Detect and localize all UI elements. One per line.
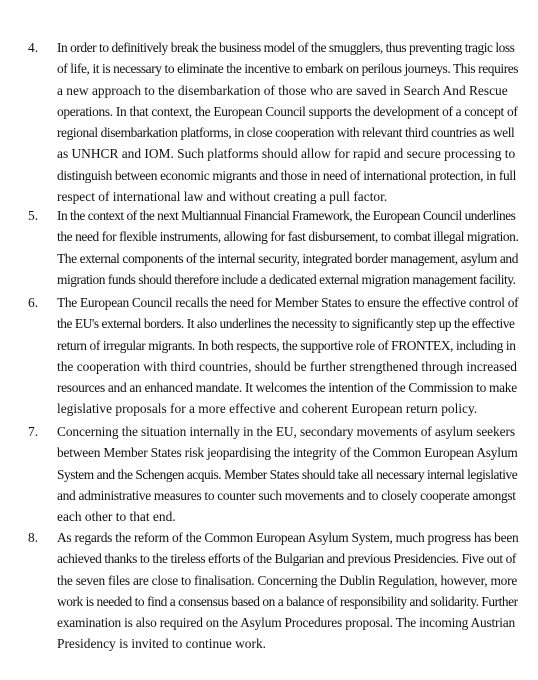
text-line: The European Council recalls the need for Member States to ensure the effective control of [57,295,519,310]
text-line: and administrative measures to counter such movements and to closely cooperate amongst [57,487,516,503]
text-line: The external components of the internal security, integrated border management, asylum and [57,250,519,266]
text-line: of life, it is necessary to eliminate the incentive to embark on perilous journeys. This requires [57,61,519,77]
text-line: return of irregular migrants. In both respects, the supportive role of FRONTEX, including in [57,337,516,353]
paragraph-number: 4. [28,40,39,55]
paragraph-number: 7. [28,424,39,439]
text-line: distinguish between economic migrants and those in need of international protection, in full [57,167,517,183]
text-line: Presidency is invited to continue work. [57,636,267,652]
text-line: resources and an enhanced mandate. It welcomes the intention of the Commission to make [57,380,517,396]
text-line: regional disembarkation platforms, in close cooperation with relevant third countries as well [57,125,515,141]
text-line: work is needed to find a consensus based on a balance of responsibility and solidarity. Further [57,593,518,609]
paragraph-text [57,527,519,655]
paragraph-number: 5. [28,208,39,223]
text-line: the seven files are close to finalisation. Concerning the Dublin Regulation, however, more [57,572,518,588]
text-line: the need for flexible instruments, allowing for fast disbursement, to combat illegal migration. [57,229,519,245]
paragraph-text [57,292,519,420]
text-line: examination is also required on the Asylum Procedures proposal. The incoming Austrian [57,615,516,631]
paragraph-text [57,205,519,290]
paragraph-number: 6. [28,295,39,310]
text-line: as UNHCR and IOM. Such platforms should allow for rapid and secure processing to [57,146,516,162]
text-line: operations. In that context, the European Council supports the development of a concept of [57,103,518,119]
text-line: legislative proposals for a more effective and coherent European return policy. [57,401,478,417]
text-line: In order to definitively break the business model of the smugglers, thus preventing tragic loss [57,40,515,55]
paragraph-text [57,37,519,207]
text-line: Concerning the situation internally in the EU, secondary movements of asylum seekers [57,424,515,439]
text-line: the cooperation with third countries, should be further strengthened through increased [57,358,517,374]
paragraph-number: 8. [28,530,39,545]
text-line: In the context of the next Multiannual Financial Framework, the European Council underlines [57,208,516,223]
text-line: achieved thanks to the tireless efforts of the Bulgarian and previous Presidencies. Five out of [57,551,516,567]
text-line: between Member States risk jeopardising the integrity of the Common European Asylum [57,445,518,461]
text-line: System and the Schengen acquis. Member States should take all necessary internal legislative [57,466,518,482]
text-line: migration funds should therefore include a dedicated external migration management facility. [57,271,516,287]
text-line: respect of international law and without creating a pull factor. [57,189,388,205]
paragraph-text [57,421,519,527]
text-line: a new approach to the disembarkation of those who are saved in Search And Rescue [57,82,508,98]
text-line: As regards the reform of the Common European Asylum System, much progress has been [57,530,519,545]
text-line: each other to that end. [57,509,176,525]
text-line: the EU's external borders. It also underlines the necessity to significantly step up the effective [57,316,515,332]
